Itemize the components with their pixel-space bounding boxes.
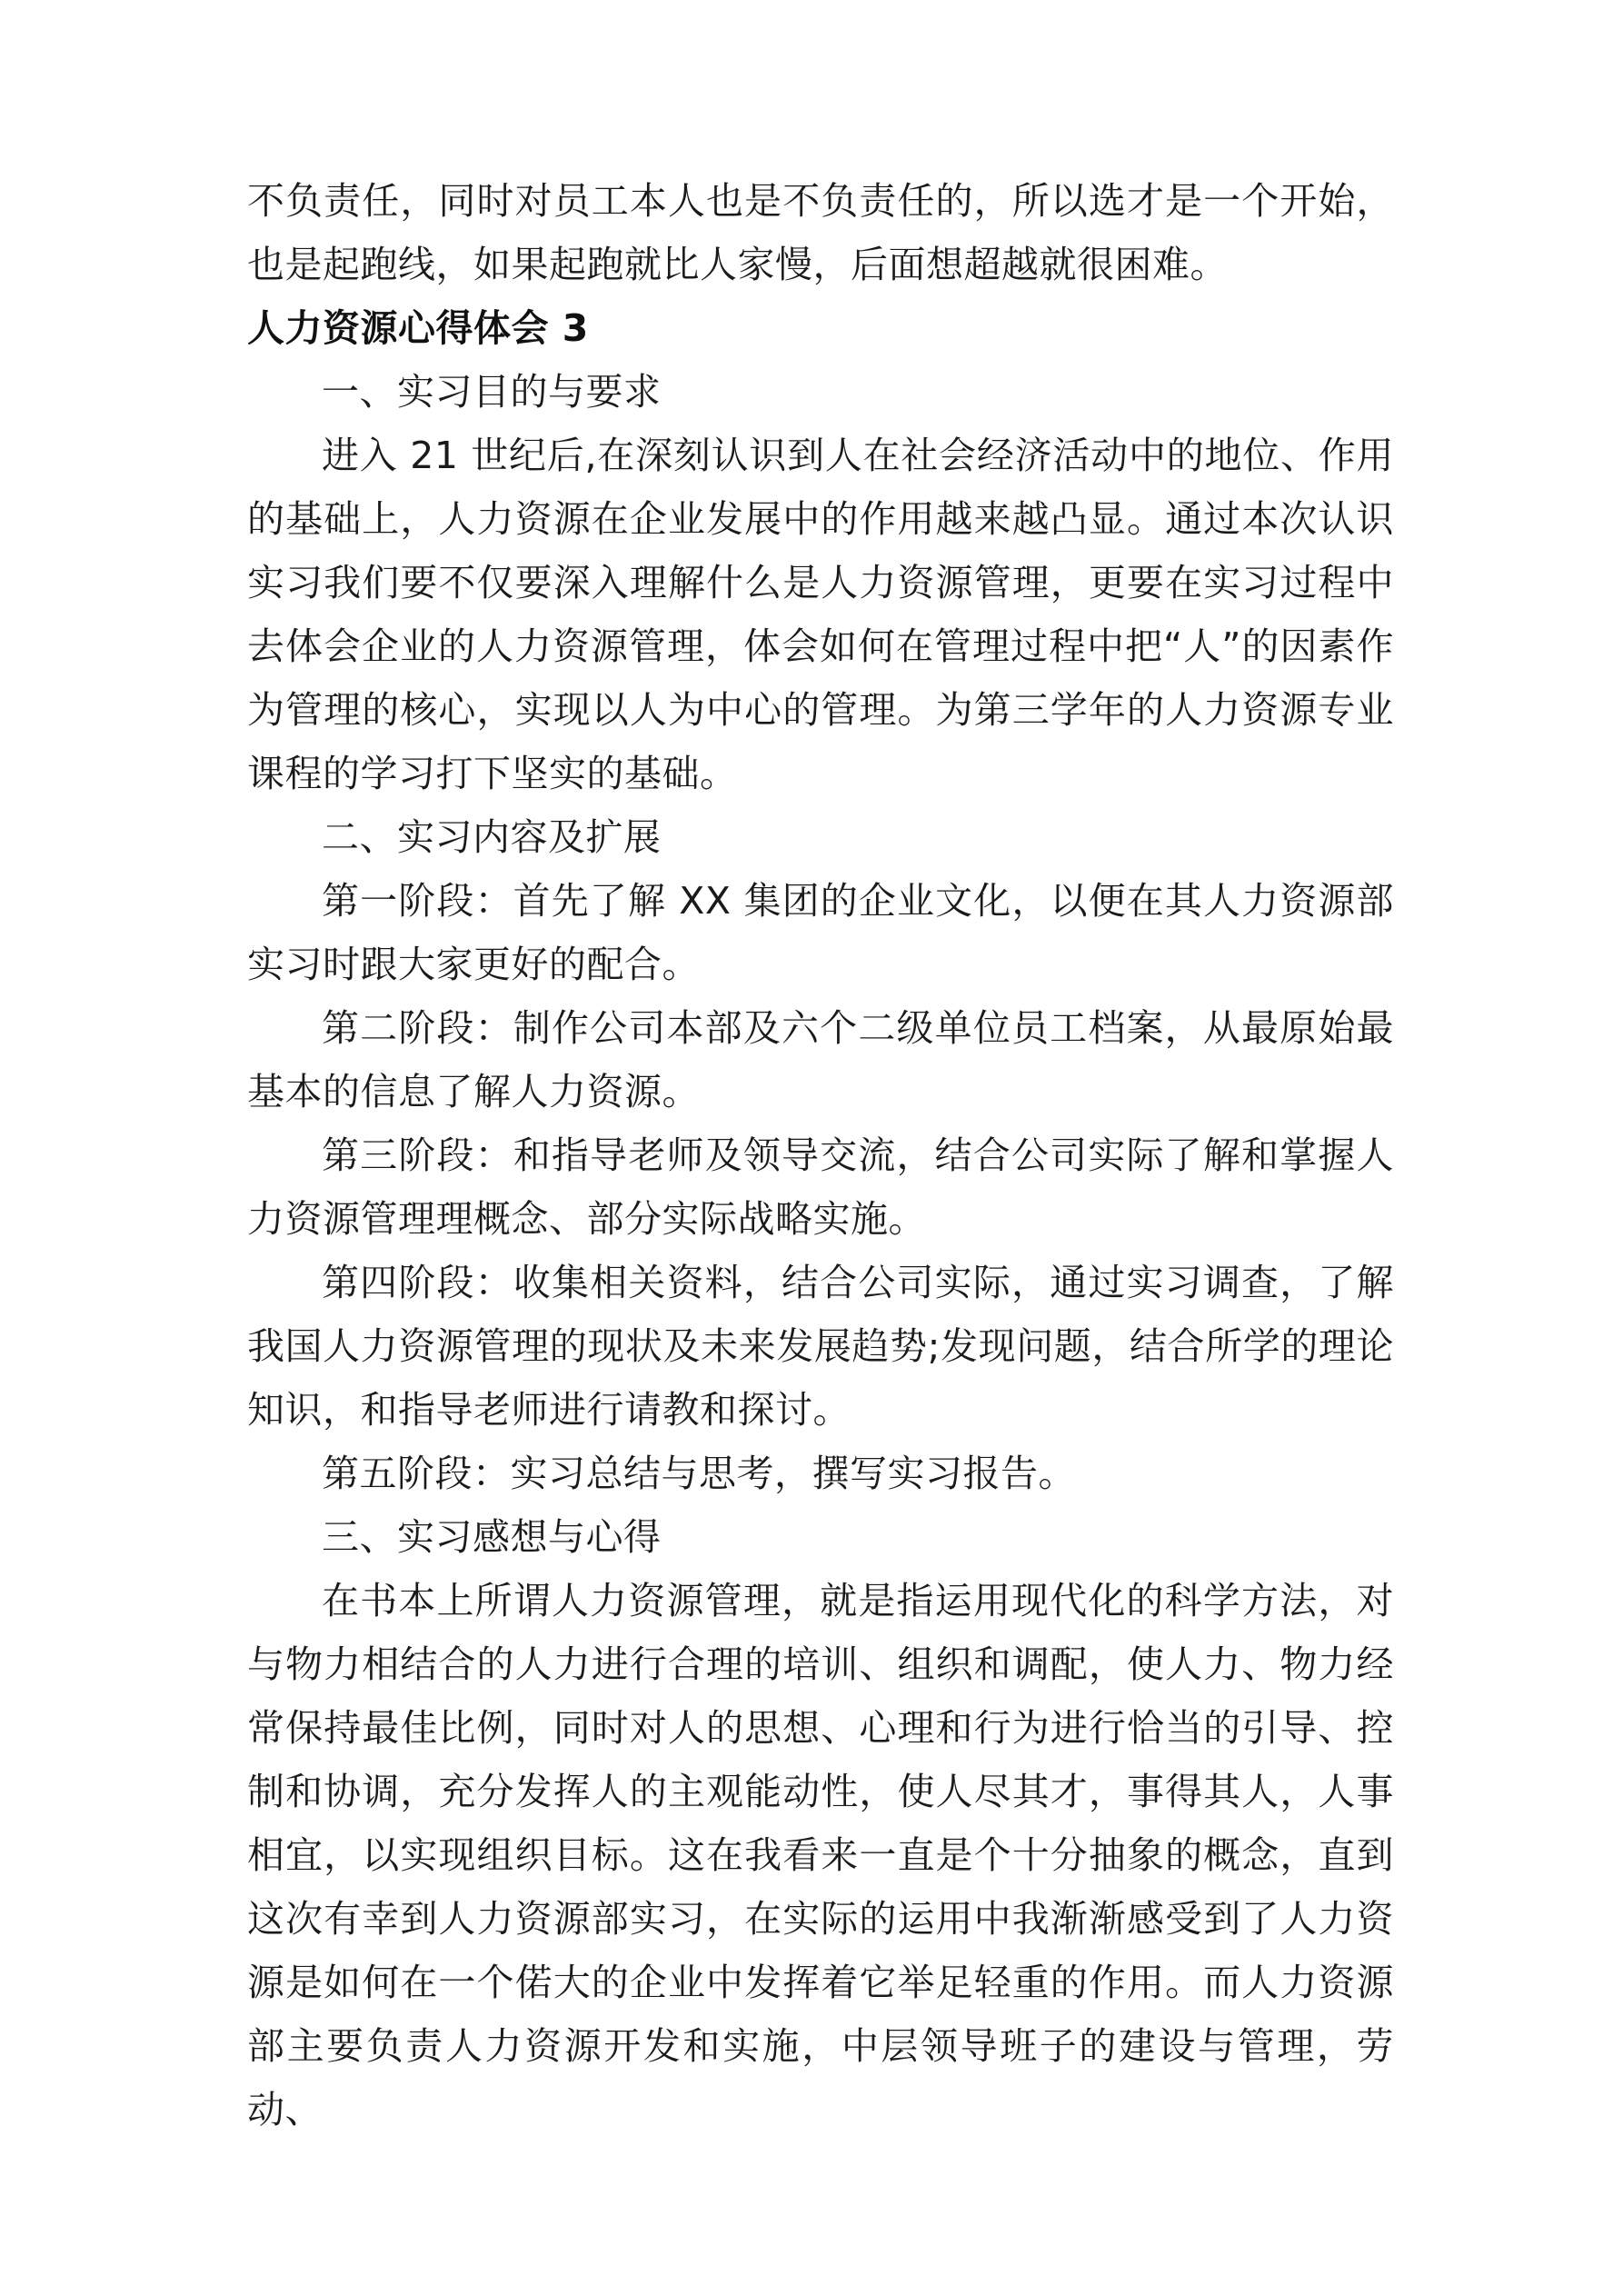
document-body: [247, 169, 1394, 2141]
paragraph-reflection: 在书本上所谓人力资源管理，就是指运用现代化的科学方法，对与物力相结合的人力进行合理的培训、组织和调配，使人力、物力经常保持最佳比例，同时对人的思想、心理和行为进行恰当的引导、控制和协调，充分发挥人的主观能动性，使人尽其才，事得其人，人事相宜，以实现组织目标。这在我看来一直是个十分抽象的概念，直到这次有幸到人力资源部实习，在实际的运用中我渐渐感受到了人力资源是如何在一个偌大的企业中发挥着它举足轻重的作用。而人力资源部主要负责人力资源开发和实施，中层领导班子的建设与管理，劳动、: [247, 1579, 1394, 2131]
subheading-content: 二、实习内容及扩展: [322, 815, 662, 859]
paragraph-stage-1: 第一阶段：首先了解 XX 集团的企业文化，以便在其人力资源部实习时跟大家更好的配合。: [247, 879, 1394, 986]
paragraph-stage-4: 第四阶段：收集相关资料，结合公司实际，通过实习调查，了解我国人力资源管理的现状及未来发展趋势;发现问题，结合所学的理论知识，和指导老师进行请教和探讨。: [247, 1261, 1394, 1432]
subheading-purpose: 一、实习目的与要求: [322, 370, 662, 414]
paragraph-stage-2: 第二阶段：制作公司本部及六个二级单位员工档案，从最原始最基本的信息了解人力资源。: [247, 1006, 1394, 1113]
paragraph-stage-5: 第五阶段：实习总结与思考，撰写实习报告。: [322, 1452, 1076, 1495]
paragraph-continuation: 不负责任，同时对员工本人也是不负责任的，所以选才是一个开始，也是起跑线，如果起跑就比人家慢，后面想超越就很困难。: [247, 179, 1394, 286]
section-heading: 人力资源心得体会 3: [247, 306, 589, 350]
subheading-reflection: 三、实习感想与心得: [322, 1515, 662, 1559]
paragraph-stage-3: 第三阶段：和指导老师及领导交流，结合公司实际了解和掌握人力资源管理理概念、部分实际战略实施。: [247, 1133, 1394, 1241]
paragraph-purpose: 进入 21 世纪后,在深刻认识到人在社会经济活动中的地位、作用的基础上，人力资源在企业发展中的作用越来越凸显。通过本次认识实习我们要不仅要深入理解什么是人力资源管理，更要在实习过程中去体会企业的人力资源管理，体会如何在管理过程中把“人”的因素作为管理的核心，实现以人为中心的管理。为第三学年的人力资源专业课程的学习打下坚实的基础。: [247, 434, 1394, 795]
